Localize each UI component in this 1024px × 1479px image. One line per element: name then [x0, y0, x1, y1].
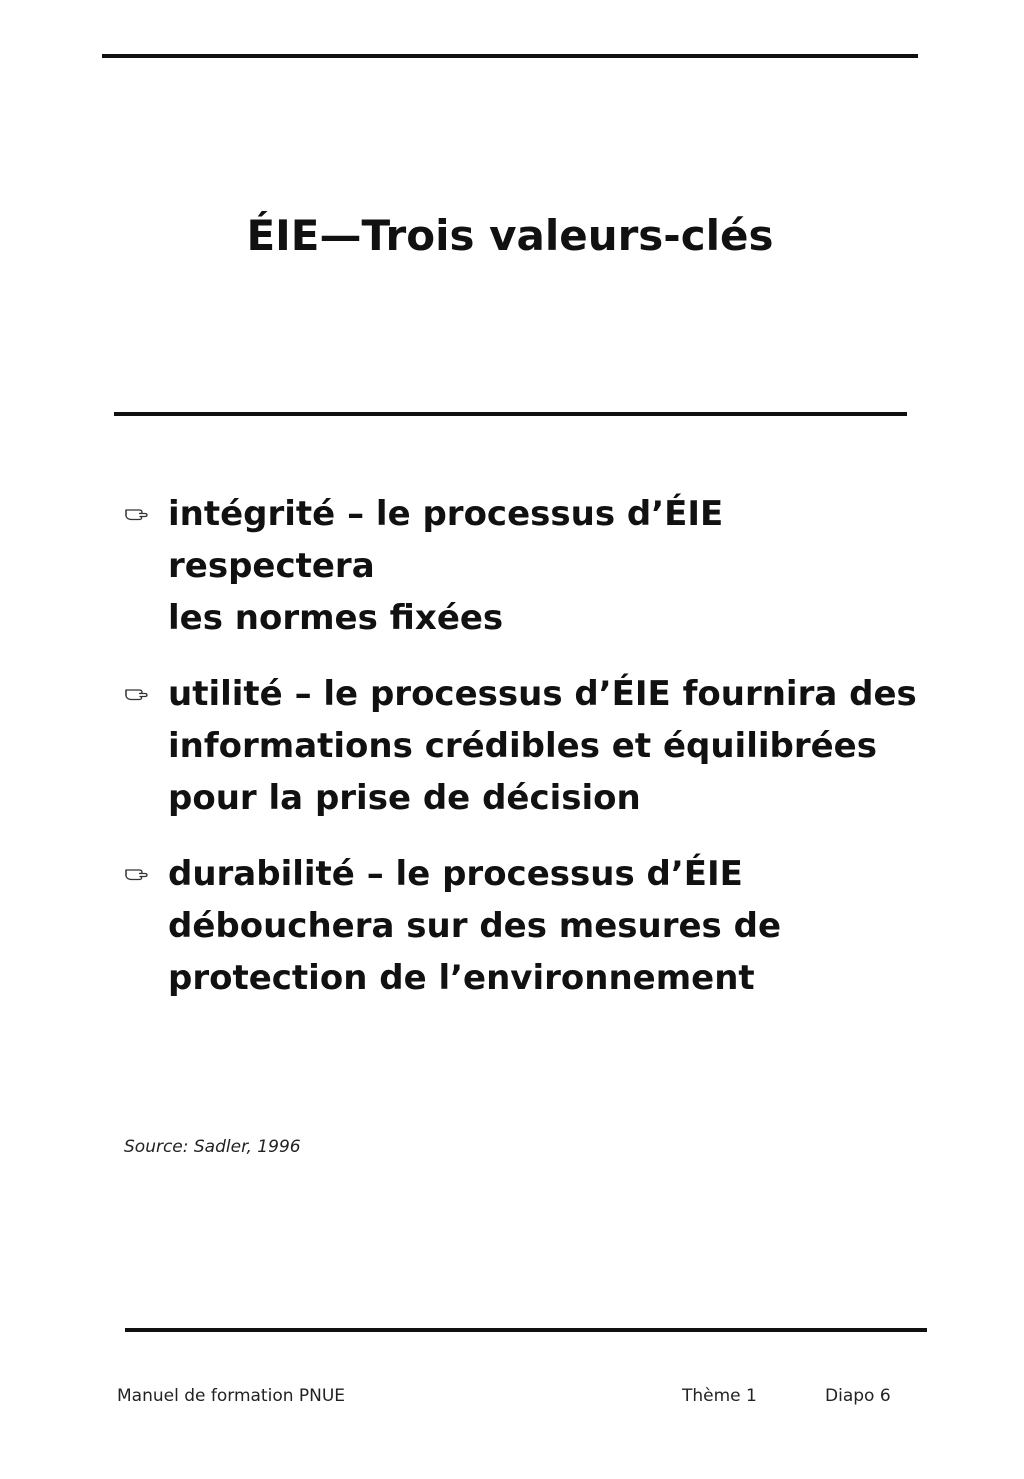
- bullet-line: les normes fixées: [168, 598, 504, 638]
- source-citation: Source: Sadler, 1996: [124, 1137, 301, 1157]
- slide-title: ÉIE—Trois valeurs-clés: [246, 211, 774, 260]
- bullet-line: durabilité – le processus d’ÉIE: [168, 854, 743, 894]
- footer-divider: [125, 1328, 927, 1332]
- title-divider: [114, 412, 907, 416]
- pointing-hand-icon: [124, 683, 150, 703]
- pointing-hand-icon: [124, 503, 150, 523]
- bullet-item-integrity: [120, 488, 920, 644]
- footer-manual-title: Manuel de formation PNUE: [117, 1386, 346, 1406]
- bullet-item-utility: [120, 668, 920, 824]
- bullet-list: [120, 488, 920, 1028]
- footer-theme-number: Thème 1: [682, 1386, 757, 1406]
- bullet-line: intégrité – le processus d’ÉIE respectera: [168, 494, 724, 586]
- top-divider: [102, 54, 918, 58]
- bullet-line: débouchera sur des mesures de: [168, 906, 782, 946]
- bullet-line: protection de l’environnement: [168, 958, 755, 998]
- footer-slide-number: Diapo 6: [825, 1386, 891, 1406]
- bullet-line: pour la prise de décision: [168, 778, 641, 818]
- pointing-hand-icon: [124, 863, 150, 883]
- bullet-line: informations crédibles et équilibrées: [168, 726, 877, 766]
- bullet-item-sustainability: [120, 848, 920, 1004]
- bullet-line: utilité – le processus d’ÉIE fournira des: [168, 674, 917, 714]
